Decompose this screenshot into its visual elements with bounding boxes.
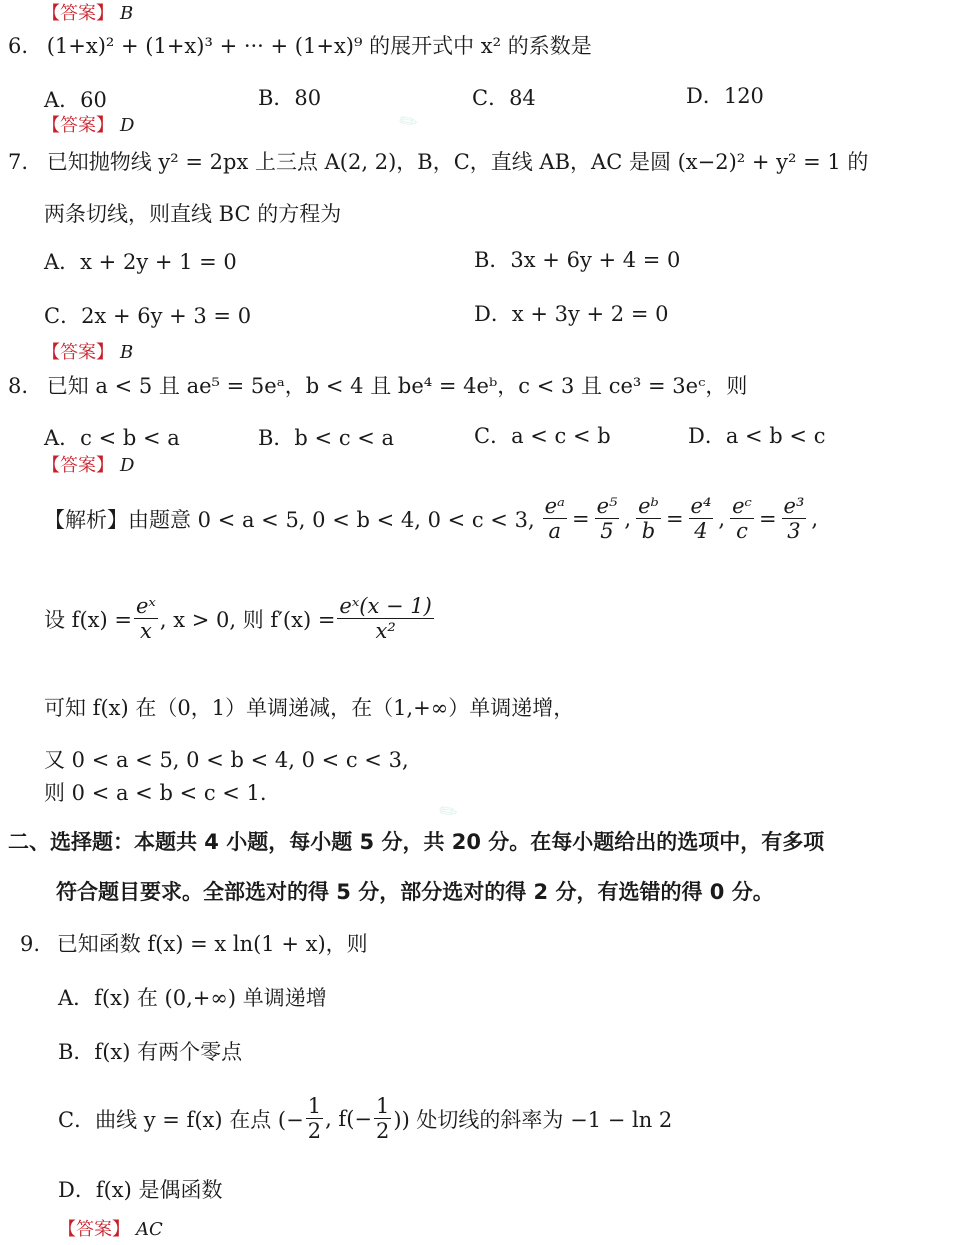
option-d: D．120 bbox=[686, 84, 764, 108]
question-7 bbox=[8, 148, 868, 176]
math-operator: , bbox=[718, 506, 726, 531]
option-b: B．f(x) 有两个零点 bbox=[58, 1040, 243, 1064]
fraction bbox=[543, 494, 567, 543]
answer-value: D bbox=[120, 455, 135, 476]
answer-label: 【答案】 bbox=[42, 342, 114, 363]
fraction-numerator: eˣ bbox=[135, 594, 156, 618]
question-stem-cont: 两条切线，则直线 BC 的方程为 bbox=[44, 202, 342, 226]
fraction-numerator: 1 bbox=[307, 1094, 322, 1118]
fraction bbox=[134, 594, 158, 643]
option-a: A．x + 2y + 1 = 0 bbox=[44, 250, 237, 274]
option-d: D．x + 3y + 2 = 0 bbox=[474, 302, 669, 326]
solution-text: 设 f(x) = bbox=[44, 607, 132, 632]
fraction-numerator: e⁴ bbox=[690, 494, 712, 518]
answer-value: B bbox=[120, 342, 134, 363]
option-b: B．b < c < a bbox=[258, 426, 395, 450]
option-text: C．曲线 y = f(x) 在点 (− bbox=[58, 1107, 304, 1132]
option-a: A．f(x) 在 (0,+∞) 单调递增 bbox=[58, 986, 327, 1010]
fraction-numerator: e³ bbox=[783, 494, 805, 518]
solution-line-4: 又 0 < a < 5, 0 < b < 4, 0 < c < 3, bbox=[44, 748, 409, 772]
answer-value: AC bbox=[136, 1219, 163, 1240]
fraction-numerator: eᵇ bbox=[638, 494, 659, 518]
solution-line-2 bbox=[44, 594, 436, 643]
option-a: A．c < b < a bbox=[44, 426, 180, 450]
question-stem: 已知 a < 5 且 ae⁵ = 5eᵃ，b < 4 且 be⁴ = 4eᵇ，c < 3 且 ce³ = 3eᶜ，则 bbox=[46, 374, 748, 398]
option-b: B．3x + 6y + 4 = 0 bbox=[474, 248, 681, 272]
option-c: C．a < c < b bbox=[474, 424, 611, 448]
fraction-denominator: 5 bbox=[600, 519, 614, 543]
question-number: 7. bbox=[8, 150, 29, 174]
fraction-denominator: x² bbox=[375, 619, 396, 643]
fraction-numerator: 1 bbox=[376, 1094, 390, 1118]
math-operator: = bbox=[758, 506, 777, 531]
fraction bbox=[337, 594, 433, 643]
fraction-denominator: a bbox=[548, 519, 562, 543]
solution-line-3: 可知 f(x) 在（0，1）单调递减，在（1,+∞）单调递增， bbox=[44, 696, 575, 720]
solution-line-5: 则 0 < a < b < c < 1. bbox=[44, 781, 267, 805]
fraction bbox=[595, 494, 620, 543]
answer-q7 bbox=[42, 339, 133, 367]
solution-text: 【解析】由题意 0 < a < 5, 0 < b < 4, 0 < c < 3, bbox=[44, 507, 535, 532]
fraction-numerator: eᵃ bbox=[544, 494, 565, 518]
math-operator: = bbox=[571, 506, 590, 531]
option-c: C．84 bbox=[472, 86, 536, 110]
fraction-chain bbox=[541, 494, 821, 543]
fraction-denominator: 2 bbox=[307, 1119, 322, 1143]
math-operator: , bbox=[811, 506, 819, 531]
section-heading: 二、选择题：本题共 4 小题，每小题 5 分，共 20 分。在每小题给出的选项中，有多项 bbox=[8, 830, 825, 854]
question-stem: (1+x)² + (1+x)³ + ··· + (1+x)⁹ 的展开式中 x² 的系数是 bbox=[46, 34, 592, 58]
question-number: 8. bbox=[8, 374, 29, 398]
fraction-denominator: 2 bbox=[376, 1119, 390, 1143]
fraction-numerator: e⁵ bbox=[596, 494, 618, 518]
answer-label: 【答案】 bbox=[42, 3, 114, 24]
option-a: A．60 bbox=[44, 88, 107, 112]
fraction-numerator: eˣ(x − 1) bbox=[339, 594, 432, 618]
option-c: C．2x + 6y + 3 = 0 bbox=[44, 304, 252, 328]
watermark: ✎ bbox=[434, 796, 464, 829]
question-8 bbox=[8, 372, 747, 400]
fraction bbox=[374, 1094, 391, 1143]
math-operator: = bbox=[665, 506, 684, 531]
fraction-denominator: b bbox=[641, 519, 656, 543]
question-number: 9. bbox=[20, 932, 41, 956]
section-heading-cont: 符合题目要求。全部选对的得 5 分，部分选对的得 2 分，有选错的得 0 分。 bbox=[56, 880, 774, 904]
fraction bbox=[306, 1094, 323, 1143]
option-b: B．80 bbox=[258, 86, 322, 110]
answer-value: B bbox=[120, 3, 134, 24]
fraction-denominator: c bbox=[736, 519, 748, 543]
question-stem: 已知函数 f(x) = x ln(1 + x)，则 bbox=[56, 932, 368, 956]
fraction bbox=[730, 494, 754, 543]
fraction-denominator: 4 bbox=[694, 519, 708, 543]
question-stem: 已知抛物线 y² = 2px 上三点 A(2, 2)，B，C，直线 AB，AC 是圆 (x−2)² + y² = 1 的 bbox=[46, 150, 869, 174]
option-d: D．a < b < c bbox=[688, 424, 826, 448]
solution-line-1 bbox=[44, 494, 821, 543]
fraction-numerator: eᶜ bbox=[732, 494, 752, 518]
option-text: )) 处切线的斜率为 −1 − ln 2 bbox=[393, 1107, 673, 1132]
answer-value: D bbox=[120, 115, 135, 136]
fraction-denominator: 3 bbox=[787, 519, 801, 543]
answer-top bbox=[42, 0, 133, 28]
option-text: , f(− bbox=[325, 1106, 372, 1131]
option-d: D．f(x) 是偶函数 bbox=[58, 1178, 223, 1202]
answer-q9 bbox=[58, 1216, 163, 1244]
fraction bbox=[636, 494, 661, 543]
answer-q6 bbox=[42, 112, 134, 140]
answer-q8 bbox=[42, 452, 134, 480]
fraction bbox=[689, 494, 714, 543]
fraction bbox=[782, 494, 807, 543]
watermark: ✎ bbox=[394, 106, 424, 139]
question-9 bbox=[20, 930, 368, 958]
solution-text: , x > 0, 则 f′(x) = bbox=[159, 607, 336, 632]
answer-label: 【答案】 bbox=[42, 115, 114, 136]
math-operator: , bbox=[624, 506, 632, 531]
answer-label: 【答案】 bbox=[42, 455, 114, 476]
fraction-denominator: x bbox=[139, 619, 152, 643]
question-6 bbox=[8, 32, 592, 60]
question-number: 6. bbox=[8, 34, 29, 58]
option-c bbox=[58, 1094, 672, 1143]
answer-label: 【答案】 bbox=[58, 1219, 130, 1240]
